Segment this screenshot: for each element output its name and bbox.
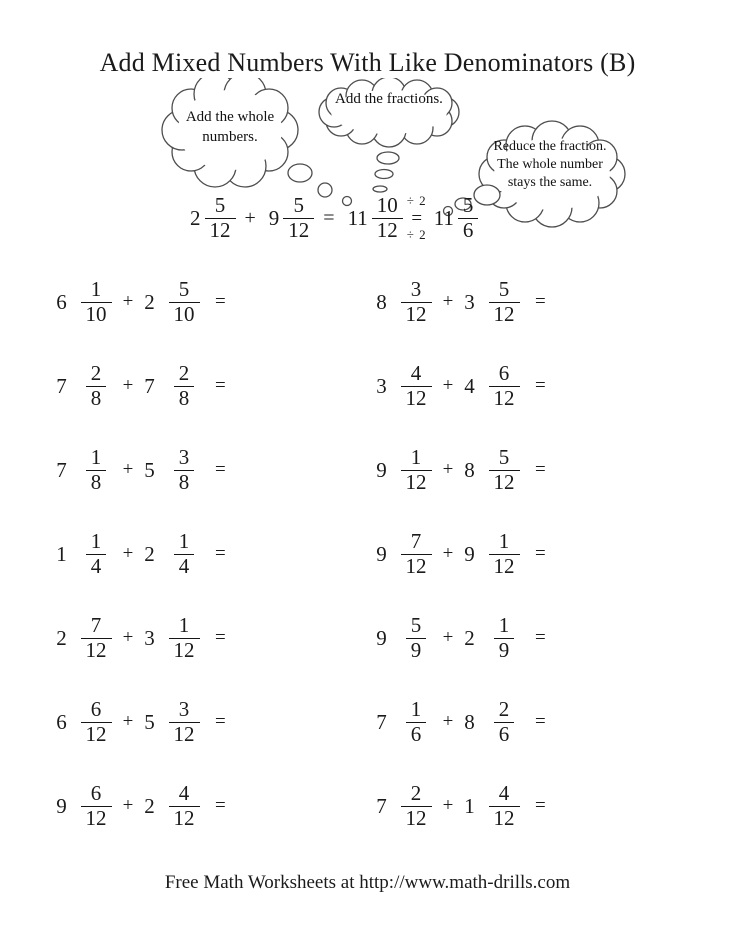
numerator: 5 xyxy=(214,192,226,217)
addend1-fraction xyxy=(401,528,432,578)
addend1-fraction xyxy=(81,696,112,746)
addend1-whole-number: 9 xyxy=(376,541,387,566)
addend2-fraction xyxy=(489,528,520,578)
problem-row xyxy=(374,764,546,848)
plus-sign: + xyxy=(122,627,134,648)
addend2-whole-number: 5 xyxy=(144,457,155,482)
example-sum-fraction xyxy=(372,192,403,242)
denominator: 12 xyxy=(173,721,195,746)
cloud-2-trail xyxy=(373,152,399,192)
addend2-whole-number: 3 xyxy=(144,625,155,650)
numerator: 4 xyxy=(178,780,190,805)
denominator: 9 xyxy=(410,637,422,662)
numerator: 3 xyxy=(178,696,190,721)
addend2-whole-number: 9 xyxy=(464,541,475,566)
addend2-whole-number: 4 xyxy=(464,373,475,398)
problem-row xyxy=(374,344,546,428)
plus-sign: + xyxy=(122,291,134,312)
example-addend2-whole: 9 xyxy=(268,205,280,230)
addend1-whole-number: 1 xyxy=(56,541,67,566)
numerator: 6 xyxy=(90,696,102,721)
addend2-fraction xyxy=(489,780,520,830)
addend1-whole-number: 7 xyxy=(376,709,387,734)
denominator: 6 xyxy=(498,721,510,746)
hint-add-fractions: Add the fractions. xyxy=(335,91,443,107)
addend1-whole-number: 6 xyxy=(56,289,67,314)
addend1-fraction xyxy=(86,444,107,494)
numerator: 7 xyxy=(410,528,422,553)
denominator: 12 xyxy=(405,301,427,326)
addend2-whole-number: 3 xyxy=(464,289,475,314)
example-area xyxy=(0,78,735,270)
denominator: 12 xyxy=(173,637,195,662)
plus-sign: + xyxy=(442,795,454,816)
problem-row xyxy=(374,260,546,344)
numerator: 5 xyxy=(498,276,510,301)
divide-by-2-bottom: ÷ 2 xyxy=(406,226,427,242)
addend2-whole-number: 7 xyxy=(144,373,155,398)
denominator: 12 xyxy=(493,469,515,494)
numerator: 5 xyxy=(462,192,474,217)
numerator: 1 xyxy=(410,696,422,721)
equals-sign: = xyxy=(535,543,546,564)
hint-add-whole-numbers: Add the whole numbers. xyxy=(185,109,275,145)
addend2-whole-number: 8 xyxy=(464,709,475,734)
cloud-2 xyxy=(319,78,459,147)
problem-row xyxy=(374,512,546,596)
equals-sign: = xyxy=(411,207,423,229)
problem-row xyxy=(54,680,226,764)
example-addend1-fraction xyxy=(205,192,236,242)
equals-sign: = xyxy=(215,627,226,648)
addend1-fraction xyxy=(406,612,427,662)
addend2-fraction xyxy=(174,444,195,494)
addend1-fraction xyxy=(86,528,107,578)
addend1-whole-number: 8 xyxy=(376,289,387,314)
example-sum-whole: 11 xyxy=(347,205,368,230)
addend1-whole-number: 7 xyxy=(56,457,67,482)
plus-sign: + xyxy=(442,375,454,396)
denominator: 12 xyxy=(85,805,107,830)
addend1-whole-number: 9 xyxy=(376,457,387,482)
equals-sign: = xyxy=(323,206,335,229)
numerator: 3 xyxy=(410,276,422,301)
addend2-fraction xyxy=(169,780,200,830)
numerator: 3 xyxy=(178,444,190,469)
numerator: 4 xyxy=(498,780,510,805)
addend1-fraction xyxy=(401,444,432,494)
addend2-whole-number: 8 xyxy=(464,457,475,482)
plus-sign: + xyxy=(122,711,134,732)
worksheet-title: Add Mixed Numbers With Like Denominators (B) xyxy=(99,48,636,77)
equals-sign: = xyxy=(215,711,226,732)
plus-sign: + xyxy=(442,627,454,648)
equals-sign: = xyxy=(535,375,546,396)
equals-sign: = xyxy=(535,291,546,312)
denominator: 6 xyxy=(462,217,474,242)
denominator: 12 xyxy=(493,805,515,830)
denominator: 10 xyxy=(173,301,195,326)
addend2-whole-number: 2 xyxy=(144,289,155,314)
numerator: 2 xyxy=(90,360,102,385)
equals-sign: = xyxy=(215,291,226,312)
footer-credit: Free Math Worksheets at http://www.math-drills.com xyxy=(164,872,571,893)
addend1-fraction xyxy=(86,360,107,410)
denominator: 12 xyxy=(405,553,427,578)
hint-reduce-fraction: Reduce the fraction. The whole number stays the same. xyxy=(493,139,607,190)
denominator: 8 xyxy=(178,385,190,410)
example-addend2-fraction xyxy=(283,192,314,242)
equals-sign: = xyxy=(215,375,226,396)
addend2-whole-number: 2 xyxy=(464,625,475,650)
denominator: 12 xyxy=(209,217,231,242)
denominator: 4 xyxy=(178,553,190,578)
equals-sign: = xyxy=(535,627,546,648)
problem-row xyxy=(374,680,546,764)
addend2-whole-number: 2 xyxy=(144,793,155,818)
addend1-whole-number: 3 xyxy=(376,373,387,398)
denominator: 12 xyxy=(85,637,107,662)
reduction-annotation xyxy=(407,194,427,243)
problems-column-right xyxy=(374,260,546,848)
example-addend1-whole: 2 xyxy=(190,205,201,230)
plus-sign: + xyxy=(122,459,134,480)
addend2-fraction xyxy=(169,612,200,662)
addend2-fraction xyxy=(489,444,520,494)
numerator: 1 xyxy=(498,612,510,637)
numerator: 1 xyxy=(90,276,102,301)
plus-sign: + xyxy=(122,543,134,564)
addend2-whole-number: 2 xyxy=(144,541,155,566)
numerator: 5 xyxy=(178,276,190,301)
addend2-fraction xyxy=(494,612,515,662)
numerator: 5 xyxy=(293,192,305,217)
denominator: 12 xyxy=(493,301,515,326)
equals-sign: = xyxy=(535,795,546,816)
numerator: 6 xyxy=(90,780,102,805)
addend1-whole-number: 9 xyxy=(56,793,67,818)
example-result-whole: 11 xyxy=(433,205,454,230)
plus-sign: + xyxy=(122,375,134,396)
equals-sign: = xyxy=(535,459,546,480)
numerator: 2 xyxy=(410,780,422,805)
numerator: 2 xyxy=(498,696,510,721)
problem-row xyxy=(54,260,226,344)
denominator: 12 xyxy=(405,805,427,830)
equals-sign: = xyxy=(535,711,546,732)
denominator: 12 xyxy=(85,721,107,746)
addend1-fraction xyxy=(81,276,112,326)
denominator: 8 xyxy=(90,469,102,494)
denominator: 12 xyxy=(493,385,515,410)
problem-row xyxy=(54,764,226,848)
denominator: 10 xyxy=(85,301,107,326)
denominator: 6 xyxy=(410,721,422,746)
example-equation xyxy=(186,190,478,246)
divide-by-2-top: ÷ 2 xyxy=(406,192,427,208)
denominator: 9 xyxy=(498,637,510,662)
numerator: 1 xyxy=(178,528,190,553)
addend2-fraction xyxy=(174,528,195,578)
numerator: 1 xyxy=(410,444,422,469)
numerator: 1 xyxy=(90,528,102,553)
denominator: 12 xyxy=(493,553,515,578)
numerator: 1 xyxy=(178,612,190,637)
problem-row xyxy=(374,428,546,512)
numerator: 2 xyxy=(178,360,190,385)
problems-column-left xyxy=(54,260,226,848)
addend1-fraction xyxy=(401,780,432,830)
plus-sign: + xyxy=(244,206,256,229)
addend1-whole-number: 2 xyxy=(56,625,67,650)
addend2-whole-number: 5 xyxy=(144,709,155,734)
numerator: 1 xyxy=(498,528,510,553)
addend2-fraction xyxy=(489,360,520,410)
addend2-fraction xyxy=(494,696,515,746)
addend1-fraction xyxy=(401,276,432,326)
addend1-whole-number: 7 xyxy=(376,793,387,818)
equals-sign: = xyxy=(215,459,226,480)
plus-sign: + xyxy=(122,795,134,816)
plus-sign: + xyxy=(442,459,454,480)
problem-row xyxy=(54,512,226,596)
addend1-fraction xyxy=(81,780,112,830)
equals-sign: = xyxy=(215,543,226,564)
equals-sign: = xyxy=(215,795,226,816)
addend2-fraction xyxy=(169,696,200,746)
numerator: 5 xyxy=(498,444,510,469)
addend2-fraction xyxy=(174,360,195,410)
example-result-fraction xyxy=(458,192,479,242)
addend1-whole-number: 7 xyxy=(56,373,67,398)
numerator: 1 xyxy=(90,444,102,469)
plus-sign: + xyxy=(442,711,454,732)
plus-sign: + xyxy=(442,543,454,564)
numerator: 4 xyxy=(410,360,422,385)
denominator: 8 xyxy=(90,385,102,410)
addend2-fraction xyxy=(169,276,200,326)
denominator: 12 xyxy=(288,217,310,242)
addend2-whole-number: 1 xyxy=(464,793,475,818)
numerator: 7 xyxy=(90,612,102,637)
denominator: 8 xyxy=(178,469,190,494)
numerator: 10 xyxy=(376,192,398,217)
denominator: 12 xyxy=(173,805,195,830)
denominator: 12 xyxy=(405,469,427,494)
numerator: 6 xyxy=(498,360,510,385)
problem-row xyxy=(54,596,226,680)
addend2-fraction xyxy=(489,276,520,326)
problem-row xyxy=(54,344,226,428)
problem-row xyxy=(54,428,226,512)
problem-row xyxy=(374,596,546,680)
addend1-whole-number: 6 xyxy=(56,709,67,734)
addend1-fraction xyxy=(401,360,432,410)
addend1-whole-number: 9 xyxy=(376,625,387,650)
addend1-fraction xyxy=(406,696,427,746)
denominator: 12 xyxy=(376,217,398,242)
denominator: 4 xyxy=(90,553,102,578)
numerator: 5 xyxy=(410,612,422,637)
addend1-fraction xyxy=(81,612,112,662)
plus-sign: + xyxy=(442,291,454,312)
denominator: 12 xyxy=(405,385,427,410)
